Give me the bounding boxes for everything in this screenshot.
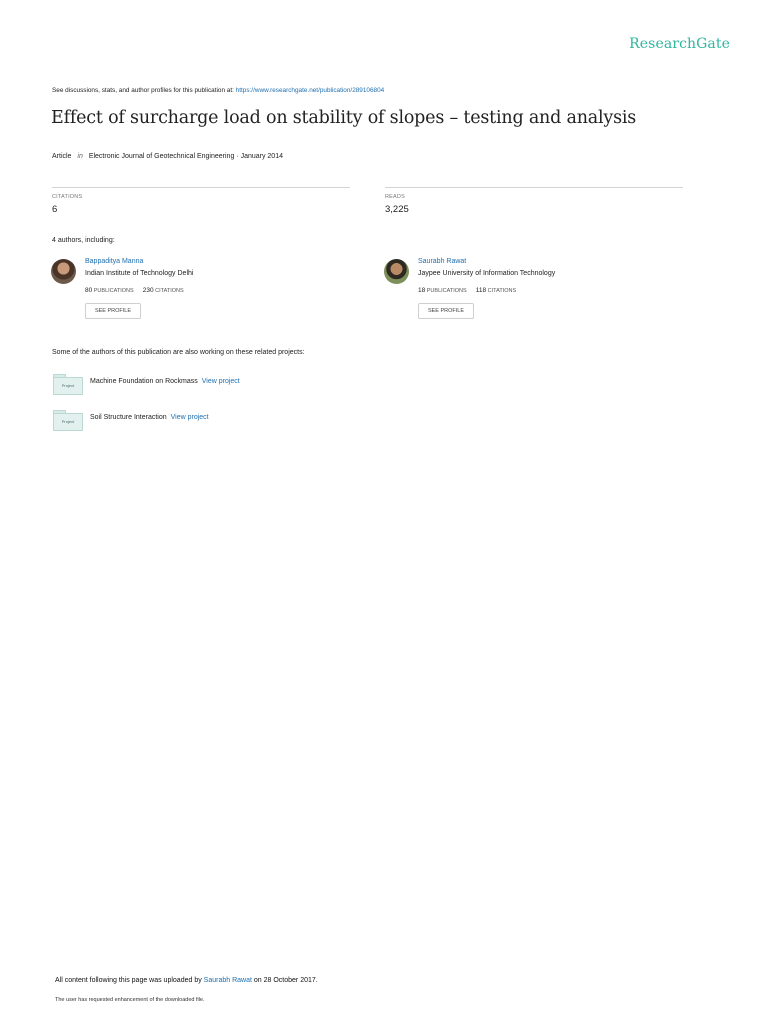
discussion-text: See discussions, stats, and author profiles for this publication at: [52,87,234,94]
publication-title: Effect of surcharge load on stability of slopes – testing and analysis [51,108,637,128]
journal-name: Electronic Journal of Geotechnical Engineering · January 2014 [88,153,283,160]
reads-value: 3,225 [385,204,409,215]
publications-count: 80 [85,287,93,294]
see-profile-button[interactable]: SEE PROFILE [85,303,141,319]
author-institution: Jaypee University of Information Technology [418,270,556,277]
in-label: in [77,153,83,160]
avatar[interactable] [384,259,409,284]
project-name [90,378,240,385]
project-item [53,410,453,432]
avatar[interactable] [51,259,76,284]
related-projects-heading: Some of the authors of this publication are also working on these related projects: [52,349,305,356]
author-card [384,258,684,328]
author-stats [85,287,184,294]
publication-meta [52,153,283,160]
citations-label: CITATIONS [487,288,517,294]
citations-label: CITATIONS [52,194,83,200]
project-item [53,374,453,396]
project-title: Soil Structure Interaction [90,414,167,421]
publications-count: 18 [418,287,426,294]
project-icon-label: Project [53,377,83,395]
enhancement-note: The user has requested enhancement of the downloaded file. [55,997,205,1003]
publications-label: PUBLICATIONS [426,288,467,294]
author-name-link[interactable]: Bappaditya Manna [85,258,144,265]
view-project-link[interactable]: View project [170,414,209,421]
upload-prefix: All content following this page was uploaded by [55,977,202,984]
citations-stat [52,187,350,215]
project-folder-icon [53,374,83,395]
researchgate-logo[interactable]: ResearchGate [629,36,730,52]
citations-count: 230 [142,287,154,294]
citations-value: 6 [52,204,58,215]
see-profile-button[interactable]: SEE PROFILE [418,303,474,319]
authors-heading: 4 authors, including: [52,237,115,244]
publication-type: Article [52,153,72,160]
upload-note [55,977,318,984]
author-stats [418,287,516,294]
project-title: Machine Foundation on Rockmass [90,378,198,385]
citations-label: CITATIONS [155,288,184,294]
publication-url-link[interactable]: https://www.researchgate.net/publication/289106804 [235,87,385,94]
project-name [90,414,209,421]
upload-suffix: on 28 October 2017. [253,977,318,984]
author-institution: Indian Institute of Technology Delhi [85,270,194,277]
citations-count: 118 [475,287,487,294]
publications-label: PUBLICATIONS [93,288,134,294]
author-name-link[interactable]: Saurabh Rawat [418,258,467,265]
project-folder-icon [53,410,83,431]
reads-label: READS [385,194,405,200]
author-card [51,258,351,328]
reads-stat [385,187,683,215]
uploader-link[interactable]: Saurabh Rawat [203,977,252,984]
project-icon-label: Project [53,413,83,431]
discussion-line [52,87,384,94]
view-project-link[interactable]: View project [201,378,240,385]
